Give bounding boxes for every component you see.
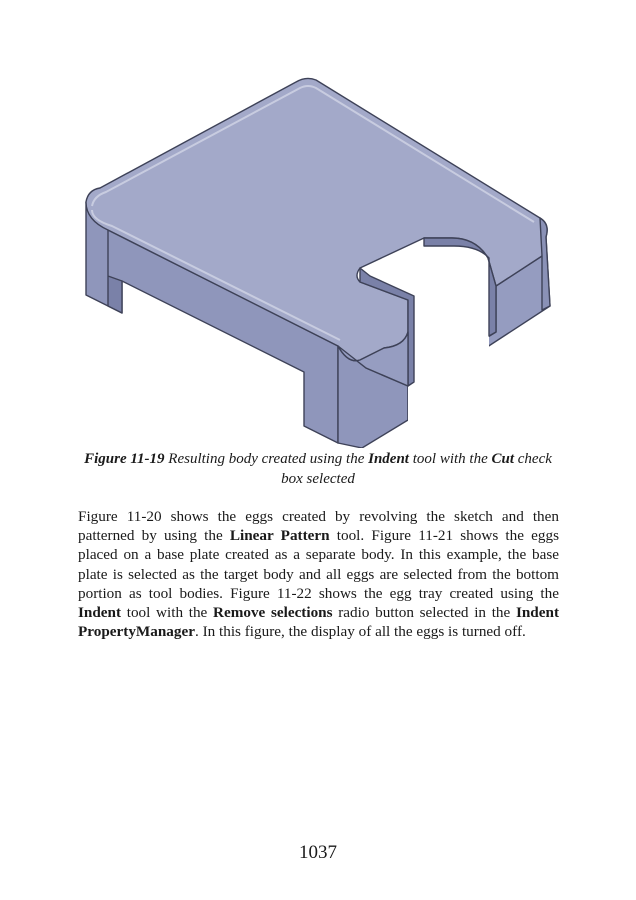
paragraph-seg4: radio button selected in the: [332, 604, 516, 622]
right-corner-fillet: [540, 218, 550, 310]
caption-text-3: check box selected: [281, 451, 552, 487]
caption-text-2: tool with the: [408, 451, 492, 467]
paragraph-bold-indent: Indent: [78, 604, 122, 622]
indent-body-drawing: [78, 70, 558, 448]
paragraph-bold-remove-selections: Remove selections: [212, 604, 333, 622]
figure-label: Figure 11-19: [84, 451, 165, 467]
caption-bold-indent: Indent: [368, 451, 409, 467]
paragraph-seg5: . In this figure, the display of all the eggs is turned off.: [194, 623, 526, 641]
figure-caption: [78, 449, 558, 489]
caption-bold-cut: Cut: [491, 451, 514, 467]
paragraph-seg3: tool with the: [121, 604, 213, 622]
figure-11-19-image: [78, 70, 558, 448]
body-paragraph: [78, 507, 559, 641]
paragraph-seg2: tool. Figure 11-21 shows the eggs placed on a base plate created as a separate body. In this example, the base plate is selected as the target body and all eggs are selected from the bottom portion as tool bodies. Figure 11-22 shows the egg tray created using the: [78, 527, 559, 602]
paragraph-bold-indent-propertymanager: Indent PropertyManager: [78, 604, 560, 641]
paragraph-seg1: Figure 11-20 shows the eggs created by revolving the sketch and then patterned by using the: [78, 508, 559, 545]
page-number: 1037: [299, 842, 337, 863]
caption-text-1: Resulting body created using the: [164, 451, 369, 467]
paragraph-bold-linear-pattern: Linear Pattern: [229, 527, 330, 545]
